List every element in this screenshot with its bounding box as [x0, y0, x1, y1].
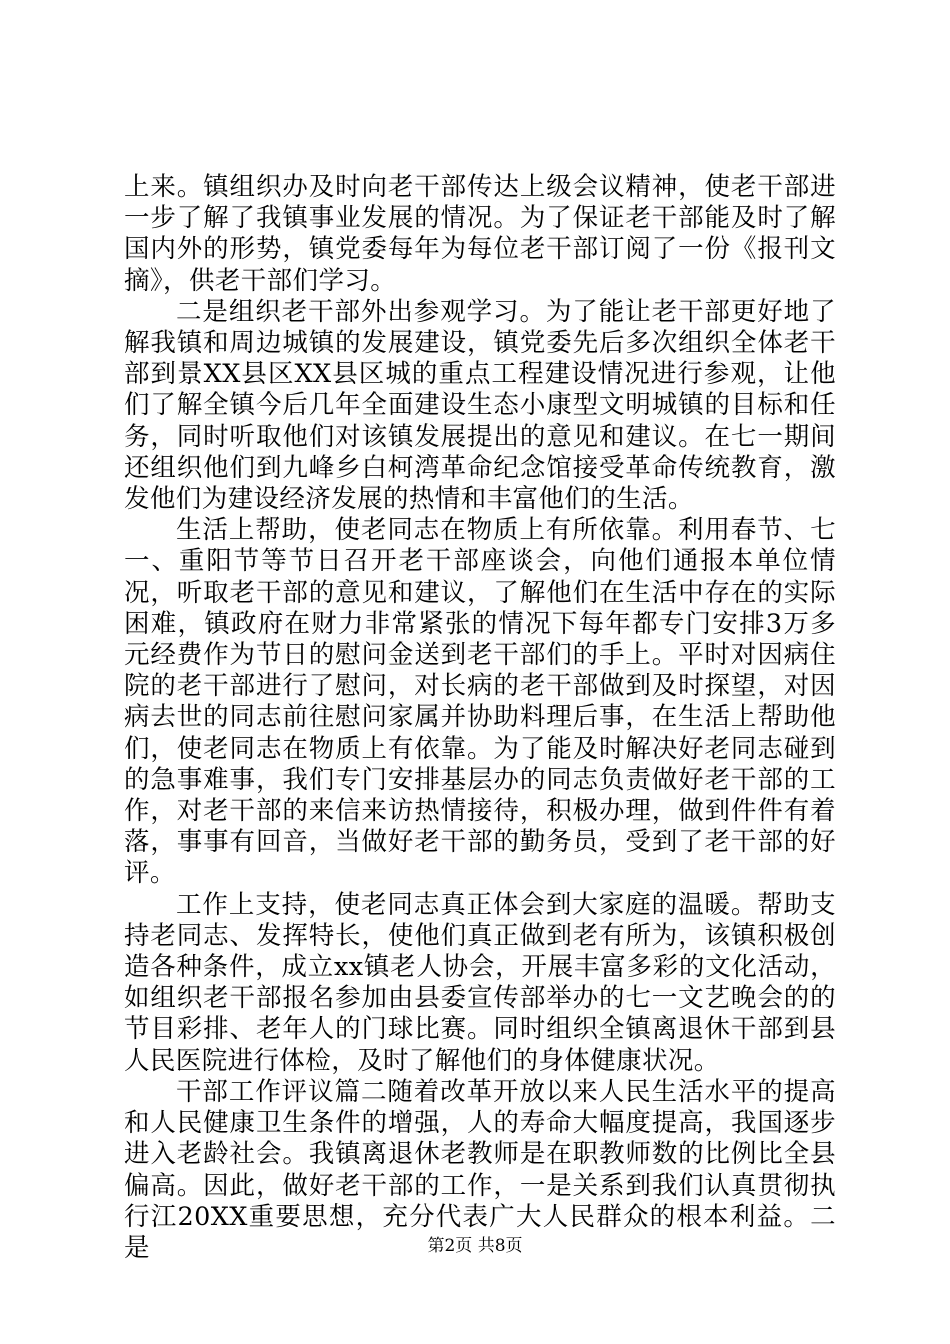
- paragraph-3: 生活上帮助，使老同志在物质上有所依靠。利用春节、七一、重阳节等节日召开老干部座谈会，向他们通报本单位情况，听取老干部的意见和建议，了解他们在生活中存在的实际困难，镇政府在财力非常紧张的情况下每年都专门安排3万多元经费作为节日的慰问金送到老干部们的手上。平时对因病住院的老干部进行了慰问，对长病的老干部做到及时探望，对因病去世的同志前往慰问家属并协助料理后事，在生活上帮助他们，使老同志在物质上有依靠。为了能及时解决好老同志碰到的急事难事，我们专门安排基层办的同志负责做好老干部的工作，对老干部的来信来访热情接待，积极办理，做到件件有着落，事事有回音，当做好老干部的勤务员，受到了老干部的好评。: [124, 515, 836, 889]
- paragraph-1: 上来。镇组织办及时向老干部传达上级会议精神，使老干部进一步了解了我镇事业发展的情况。为了保证老干部能及时了解国内外的形势，镇党委每年为每位老干部订阅了一份《报刊文摘》，供老干部们学习。: [124, 172, 836, 296]
- document-body: [124, 172, 836, 1264]
- page-number-footer: 第2页 共8页: [427, 1236, 523, 1256]
- paragraph-2: 二是组织老干部外出参观学习。为了能让老干部更好地了解我镇和周边城镇的发展建设，镇党委先后多次组织全体老干部到景XX县区XX县区城的重点工程建设情况进行参观，让他们了解全镇今后几年全面建设生态小康型文明城镇的目标和任务，同时听取他们对该镇发展提出的意见和建议。在七一期间还组织他们到九峰乡白柯湾革命纪念馆接受革命传统教育，激发他们为建设经济发展的热情和丰富他们的生活。: [124, 296, 836, 515]
- paragraph-4: 工作上支持，使老同志真正体会到大家庭的温暖。帮助支持老同志、发挥特长，使他们真正做到老有所为，该镇积极创造各种条件，成立xx镇老人协会，开展丰富多彩的文化活动，如组织老干部报名参加由县委宣传部举办的七一文艺晚会的的节目彩排、老年人的门球比赛。同时组织全镇离退休干部到县人民医院进行体检，及时了解他们的身体健康状况。: [124, 889, 836, 1076]
- paragraph-5: 干部工作评议篇二随着改革开放以来人民生活水平的提高和人民健康卫生条件的增强，人的寿命大幅度提高，我国逐步进入老龄社会。我镇离退休老教师是在职教师数的比例比全县偏高。因此，做好老干部的工作，一是关系到我们认真贯彻执行江20XX重要思想，充分代表广大人民群众的根本利益。二是: [124, 1076, 836, 1263]
